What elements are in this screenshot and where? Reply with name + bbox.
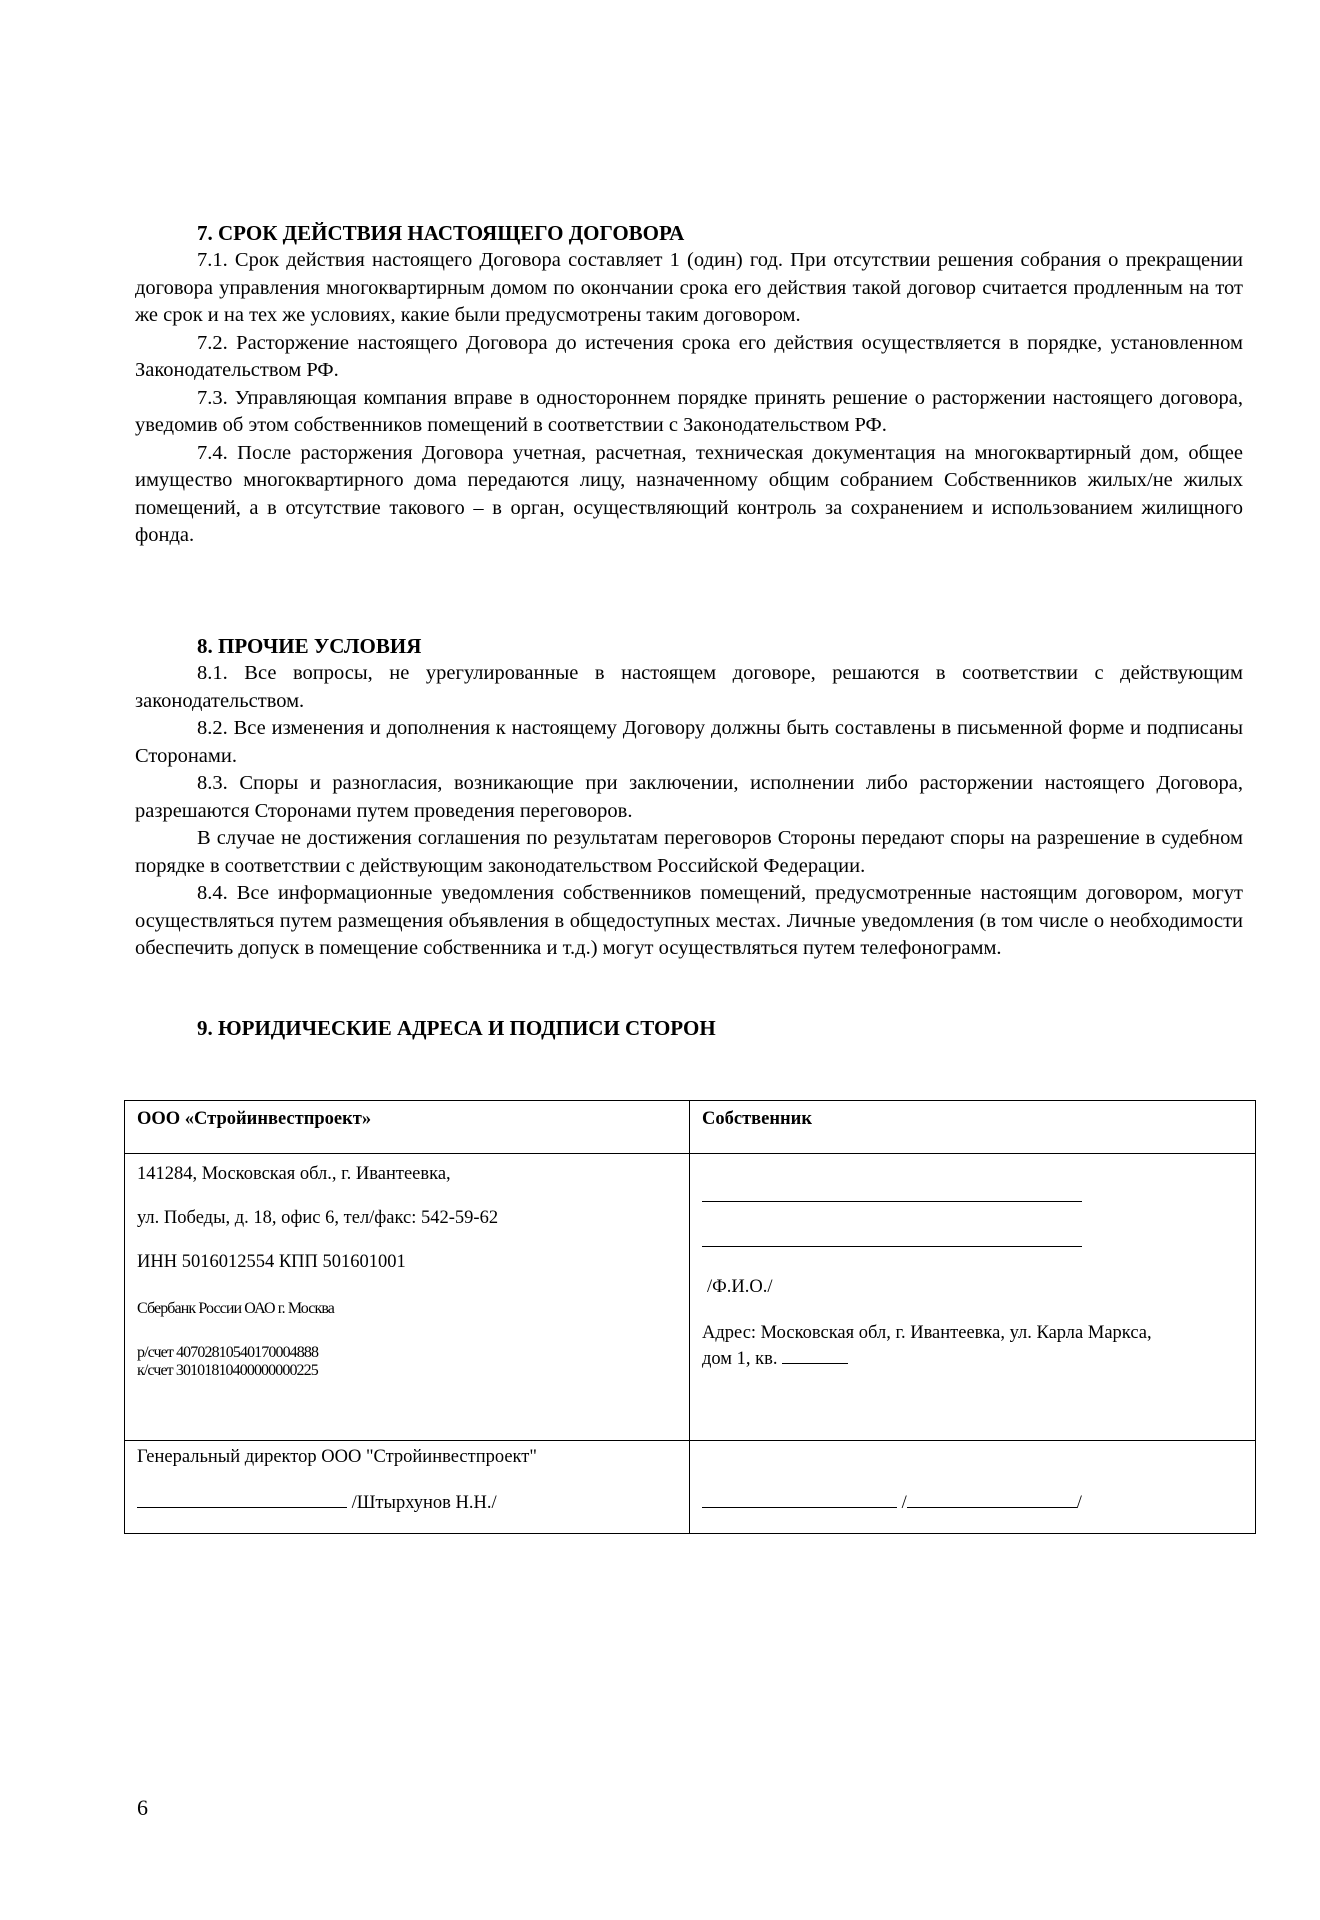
company-settlement-account: р/счет 40702810540170004888 xyxy=(137,1344,319,1361)
section-other-terms xyxy=(135,633,1243,963)
paragraph: 8.4. Все информационные уведомления собственников помещений, предусмотренные настоящим договором, могут осуществляться путем размещения объявления в общедоступных местах. Личные уведомления (в том числе о необходимости обеспечить допуск в помещение собственника и т.д.) могут осуществляться путем телефонограмм. xyxy=(135,882,1243,959)
signature-blank xyxy=(907,1489,1077,1508)
owner-address-line: дом 1, кв. xyxy=(702,1345,1243,1371)
section-term xyxy=(135,220,1243,550)
owner-address-line: Адрес: Московская обл, г. Ивантеевка, ул. Карла Маркса, xyxy=(702,1323,1152,1343)
company-bank: Сбербанк России ОАО г. Москва xyxy=(137,1300,334,1317)
owner-signature-line: / / xyxy=(702,1489,1243,1515)
section-signatures xyxy=(135,1015,1243,1042)
owner-name-blank xyxy=(702,1246,1082,1247)
section-heading: 9. ЮРИДИЧЕСКИЕ АДРЕСА И ПОДПИСИ СТОРОН xyxy=(197,1016,716,1040)
section-heading: 8. ПРОЧИЕ УСЛОВИЯ xyxy=(197,634,422,658)
director-title: Генеральный директор ООО "Стройинвестпроект" xyxy=(137,1447,537,1467)
paragraph: 8.3. Споры и разногласия, возникающие при заключении, исполнении либо расторжении настоящего Договора, разрешаются Сторонами путем проведения переговоров. xyxy=(135,772,1243,822)
section-heading: 7. СРОК ДЕЙСТВИЯ НАСТОЯЩЕГО ДОГОВОРА xyxy=(197,221,685,245)
paragraph: 7.2. Расторжение настоящего Договора до истечения срока его действия осуществляется в порядке, установленном Законодательством РФ. xyxy=(135,331,1243,381)
company-header-cell: ООО «Стройинвестпроект» xyxy=(125,1101,690,1154)
paragraph: 7.4. После расторжения Договора учетная, расчетная, техническая документация на многоквартирный дом, общее имущество многоквартирного дома передаются лицу, назначенному общим собранием Собственников жилых/не жилых помещений, а в отсутствие такового – в орган, осуществляющий контроль за сохранением и использованием жилищного фонда. xyxy=(135,441,1243,546)
company-details-cell xyxy=(125,1154,690,1441)
owner-fio-label: /Ф.И.О./ xyxy=(707,1277,773,1297)
signature-blank xyxy=(137,1489,347,1508)
signature-blank xyxy=(702,1489,897,1508)
owner-details-cell xyxy=(690,1154,1256,1441)
company-address-line: ул. Победы, д. 18, офис 6, тел/факс: 542-59-62 xyxy=(137,1208,499,1228)
page-number: 6 xyxy=(137,1795,148,1820)
paragraph: 8.1. Все вопросы, не урегулированные в настоящем договоре, решаются в соответствии с действующим законодательством. xyxy=(135,662,1243,712)
paragraph: 7.3. Управляющая компания вправе в одностороннем порядке принять решение о расторжении настоящего договора, уведомив об этом собственников помещений в соответствии с Законодательством РФ. xyxy=(135,386,1243,436)
paragraph: В случае не достижения соглашения по результатам переговоров Стороны передают споры на разрешение в судебном порядке в соответствии с действующим законодательством Российской Федерации. xyxy=(135,827,1243,877)
owner-name-blank xyxy=(702,1201,1082,1202)
owner-header-cell: Собственник xyxy=(690,1101,1256,1154)
director-signature-line: /Штырхунов Н.Н./ xyxy=(137,1489,677,1515)
company-address-line: 141284, Московская обл., г. Ивантеевка, xyxy=(137,1164,451,1184)
company-correspondent-account: к/счет 30101810400000000225 xyxy=(137,1362,318,1379)
director-cell xyxy=(125,1441,690,1534)
apartment-blank xyxy=(782,1345,848,1364)
owner-signature-cell xyxy=(690,1441,1256,1534)
company-inn: ИНН 5016012554 КПП 501601001 xyxy=(137,1252,406,1272)
paragraph: 7.1. Срок действия настоящего Договора составляет 1 (один) год. При отсутствии решения собрания о прекращении договора управления многоквартирным домом по окончании срока его действия такой договор считается продленным на тот же срок и на тех же условиях, какие были предусмотрены таким договором. xyxy=(135,249,1243,326)
signatures-table xyxy=(124,1100,1256,1534)
paragraph: 8.2. Все изменения и дополнения к настоящему Договору должны быть составлены в письменной форме и подписаны Сторонами. xyxy=(135,717,1243,767)
